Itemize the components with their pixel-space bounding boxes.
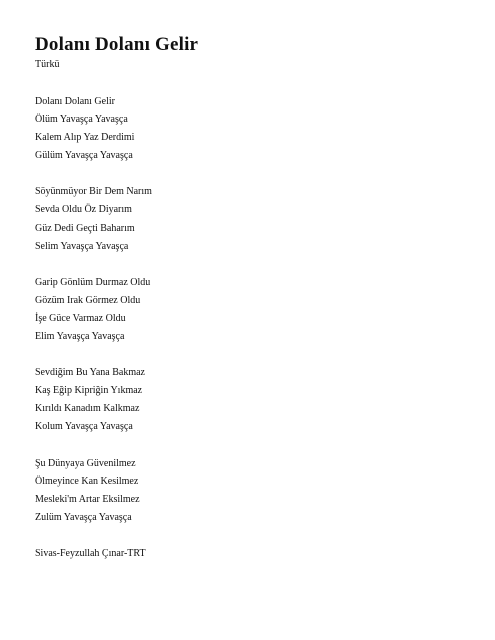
source-credit: Sivas-Feyzullah Çınar-TRT bbox=[35, 547, 146, 559]
lyric-line: Gülüm Yavaşça Yavaşça bbox=[35, 150, 133, 162]
lyric-line: Garip Gönlüm Durmaz Oldu bbox=[35, 276, 151, 288]
lyric-line: Dolanı Dolanı Gelir bbox=[35, 96, 115, 107]
lyric-line: Sevdiğim Bu Yana Bakmaz bbox=[35, 367, 145, 379]
lyric-line: İşe Güce Varmaz Oldu bbox=[35, 312, 126, 324]
lyric-line: Kaş Eğip Kipriğin Yıkmaz bbox=[35, 385, 143, 397]
lyric-line: Ölmeyince Kan Kesilmez bbox=[35, 475, 139, 487]
lyric-line: Ölüm Yavaşça Yavaşça bbox=[35, 114, 128, 126]
lyric-line: Zulüm Yavaşça Yavaşça bbox=[35, 511, 132, 523]
stanza-3 bbox=[35, 274, 495, 346]
lyric-line: Söyünmüyor Bir Dem Narım bbox=[35, 186, 152, 198]
page-title: Dolanı Dolanı Gelir bbox=[35, 34, 199, 55]
stanza-4 bbox=[35, 364, 495, 436]
lyric-line: Gözüm Irak Görmez Oldu bbox=[35, 294, 141, 306]
lyric-line: Elim Yavaşça Yavaşça bbox=[35, 331, 125, 343]
lyric-line: Kalem Alıp Yaz Derdimi bbox=[35, 132, 135, 144]
lyric-line: Mesleki'm Artar Eksilmez bbox=[35, 493, 140, 505]
page-subtitle: Türkü bbox=[35, 59, 60, 70]
lyric-line: Sevda Oldu Öz Diyarım bbox=[35, 204, 132, 216]
lyric-line: Kırıldı Kanadım Kalkmaz bbox=[35, 403, 140, 415]
stanza-5 bbox=[35, 455, 495, 527]
lyric-line: Güz Dedi Geçti Baharım bbox=[35, 222, 135, 234]
stanza-2 bbox=[35, 183, 495, 255]
lyric-line: Selim Yavaşça Yavaşça bbox=[35, 240, 129, 252]
lyric-line: Kolum Yavaşça Yavaşça bbox=[35, 421, 133, 433]
stanza-1 bbox=[35, 93, 495, 165]
lyrics-body bbox=[35, 93, 495, 563]
lyric-line: Şu Dünyaya Güvenilmez bbox=[35, 457, 136, 469]
